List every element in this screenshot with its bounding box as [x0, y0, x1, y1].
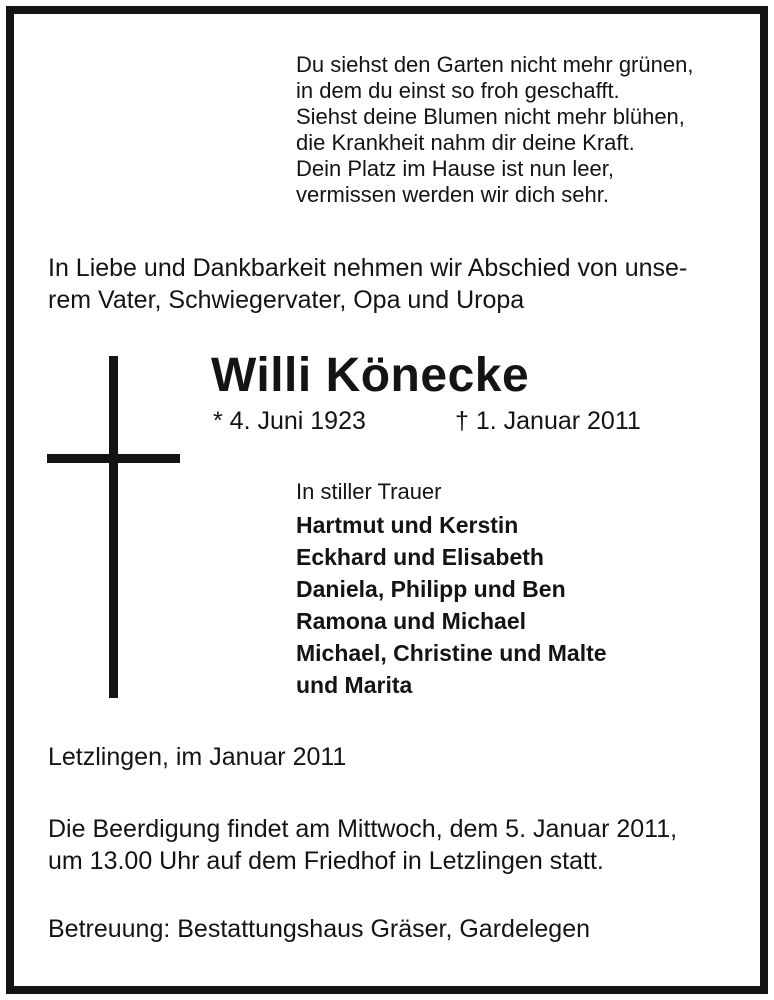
place-date: Letzlingen, im Januar 2011: [48, 743, 347, 771]
farewell-intro: [48, 252, 687, 316]
deceased-name: Willi Könecke: [211, 349, 530, 402]
mourner-line: Eckhard und Elisabeth: [296, 544, 544, 570]
poem-line: Siehst deine Blumen nicht mehr blühen,: [296, 104, 685, 129]
poem-line: die Krankheit nahm dir deine Kraft.: [296, 130, 635, 155]
mourner-line: Daniela, Philipp und Ben: [296, 576, 566, 602]
funeral-line: um 13.00 Uhr auf dem Friedhof in Letzlingen statt.: [48, 847, 604, 875]
birth-date: * 4. Juni 1923: [213, 407, 366, 435]
farewell-intro-line: rem Vater, Schwiegervater, Opa und Uropa: [48, 286, 525, 314]
mourners-list: [296, 509, 607, 701]
poem-line: vermissen werden wir dich sehr.: [296, 182, 610, 207]
poem-line: in dem du einst so froh geschafft.: [296, 78, 620, 103]
mourning-intro: In stiller Trauer: [296, 479, 442, 504]
funeral-home: Betreuung: Bestattungshaus Gräser, Gardelegen: [48, 915, 591, 943]
mourner-line: und Marita: [296, 672, 413, 698]
funeral-notice: [48, 813, 677, 877]
poem-line: Dein Platz im Hause ist nun leer,: [296, 156, 614, 181]
poem-line: Du siehst den Garten nicht mehr grünen,: [296, 52, 694, 77]
cross-horizontal-bar: [47, 454, 180, 463]
funeral-line: Die Beerdigung findet am Mittwoch, dem 5. Januar 2011,: [48, 815, 678, 843]
mourning-block: [296, 476, 607, 701]
cross-vertical-bar: [109, 356, 118, 698]
poem: [296, 52, 693, 208]
mourner-line: Michael, Christine und Malte: [296, 640, 607, 666]
farewell-intro-line: In Liebe und Dankbarkeit nehmen wir Abschied von unse-: [48, 254, 688, 282]
death-date: † 1. Januar 2011: [455, 407, 641, 435]
mourner-line: Hartmut und Kerstin: [296, 512, 519, 538]
mourner-line: Ramona und Michael: [296, 608, 527, 634]
